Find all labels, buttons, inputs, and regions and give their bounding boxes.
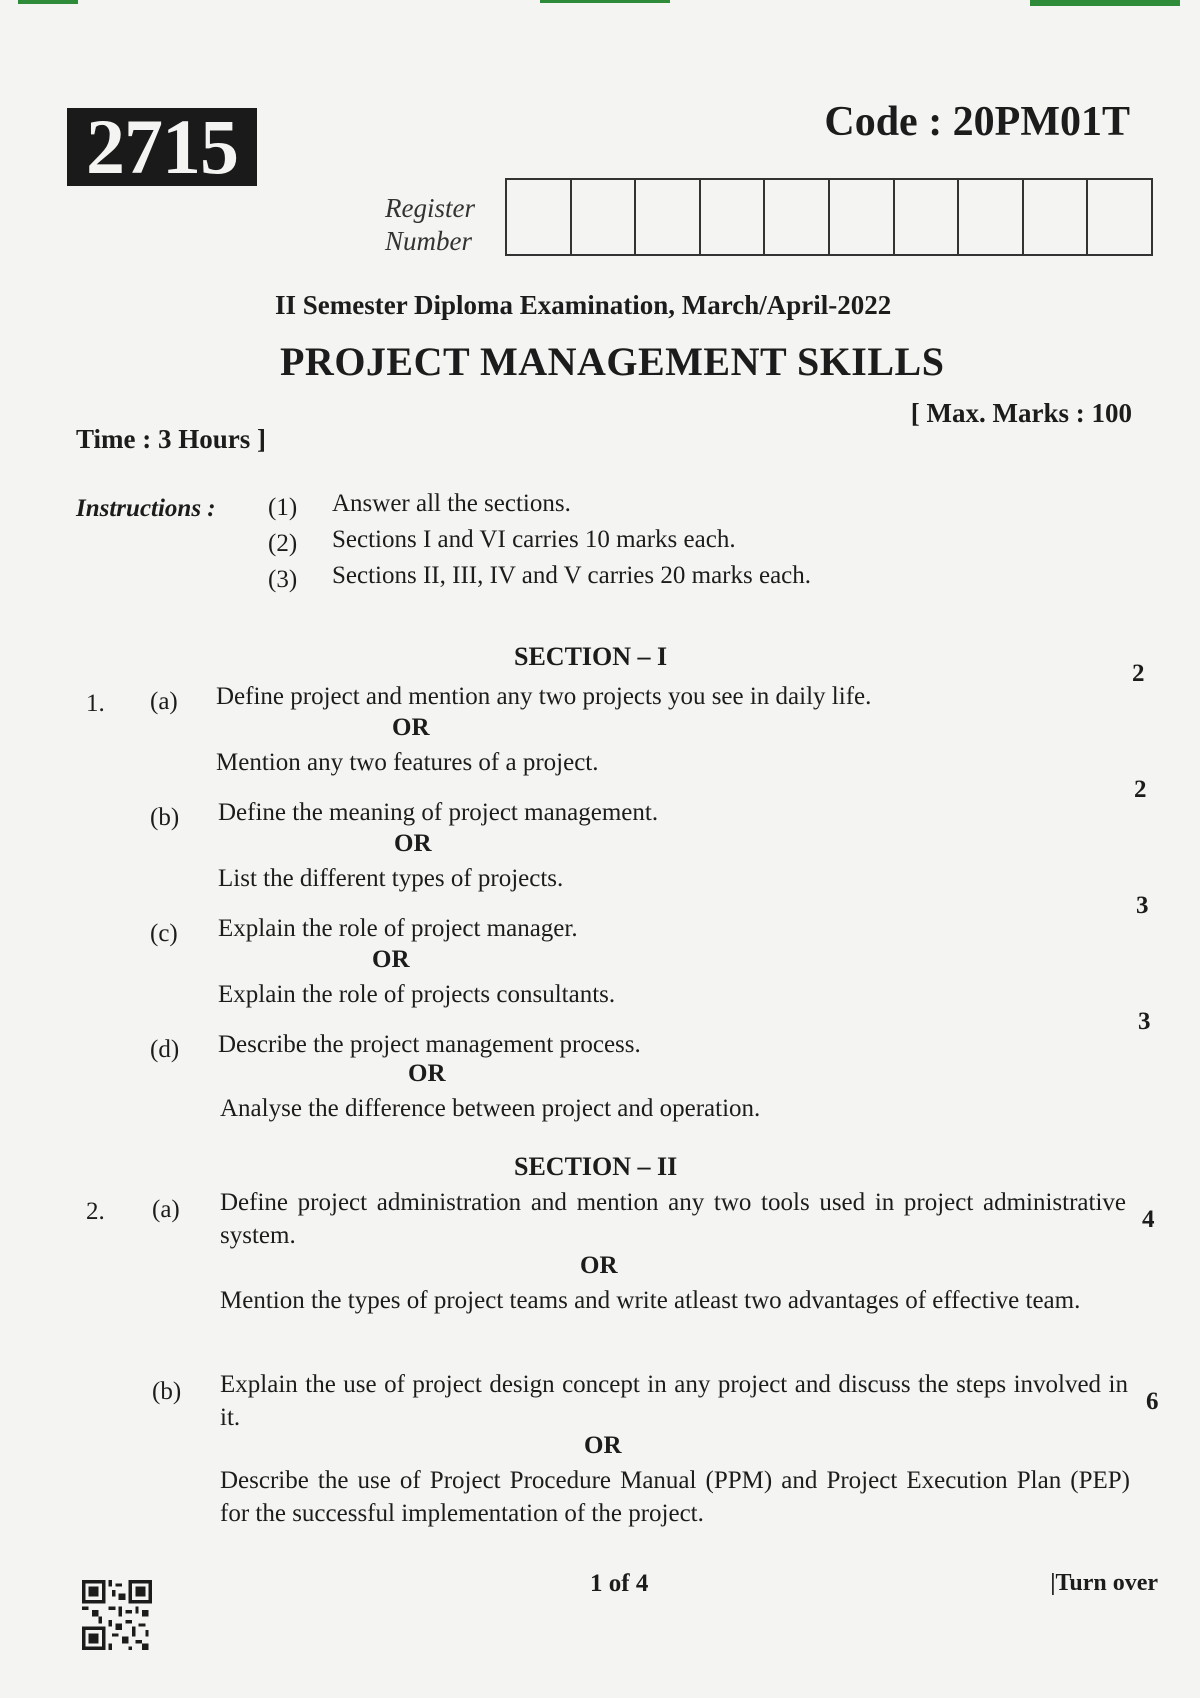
edge-mark-center (540, 0, 670, 3)
qr-code-icon (82, 1580, 152, 1650)
part-label: (a) (152, 1196, 180, 1223)
question-text: Explain the role of project manager. (218, 915, 578, 942)
part-label: (d) (150, 1036, 180, 1063)
marks: 6 (1146, 1388, 1159, 1415)
paper-code: Code : 20PM01T (824, 99, 1130, 145)
register-box[interactable] (1024, 180, 1089, 254)
or-divider: OR (580, 1252, 618, 1279)
question-text: Describe the project management process. (218, 1031, 641, 1058)
marks: 2 (1134, 776, 1147, 803)
instruction-text: Answer all the sections. (332, 490, 571, 517)
marks: 3 (1138, 1008, 1151, 1035)
register-box[interactable] (1088, 180, 1151, 254)
or-divider: OR (394, 830, 432, 857)
alternative-question-text: Explain the role of projects consultants. (218, 981, 616, 1008)
alternative-question-text: Describe the use of Project Procedure Manual (PPM) and Project Execution Plan (PEP) for the successful implementation of the project. (220, 1467, 1130, 1527)
register-label-line-1: Register (385, 193, 475, 223)
or-divider: OR (584, 1432, 622, 1459)
edge-mark-left (18, 0, 78, 4)
paper-number: 2715 (67, 108, 257, 186)
alternative-question-text: Mention any two features of a project. (216, 749, 599, 776)
section-title: SECTION – I (514, 642, 668, 671)
exam-title: II Semester Diploma Examination, March/April-2022 (275, 290, 892, 320)
part-label: (b) (150, 804, 180, 831)
part-label: (a) (150, 688, 178, 715)
part-label: (c) (150, 920, 178, 947)
instruction-number: (2) (268, 530, 298, 557)
register-number-label (385, 192, 475, 258)
question-text: Explain the use of project design concept in any project and discuss the steps involved in it. (220, 1371, 1128, 1431)
alternative-question-text: Analyse the difference between project and operation. (220, 1095, 761, 1122)
register-box[interactable] (830, 180, 895, 254)
marks: 2 (1132, 660, 1145, 687)
marks: 3 (1136, 892, 1149, 919)
section-title: SECTION – II (514, 1152, 678, 1181)
page-number: 1 of 4 (590, 1570, 649, 1597)
question-text: Define project administration and mention any two tools used in project administrative system. (220, 1189, 1126, 1249)
or-divider: OR (372, 946, 410, 973)
question-number: 1. (86, 690, 105, 717)
alternative-question-text: Mention the types of project teams and write atleast two advantages of effective team. (220, 1287, 1081, 1314)
register-box[interactable] (701, 180, 766, 254)
instruction-text: Sections I and VI carries 10 marks each. (332, 526, 736, 553)
question-text: Define project and mention any two projects you see in daily life. (216, 683, 872, 710)
or-divider: OR (392, 714, 430, 741)
max-marks: [ Max. Marks : 100 (910, 398, 1132, 428)
question-text: Define the meaning of project management. (218, 799, 659, 826)
alternative-question-text: List the different types of projects. (218, 865, 564, 892)
instructions-label: Instructions : (76, 495, 216, 522)
instruction-number: (3) (268, 566, 298, 593)
register-box[interactable] (636, 180, 701, 254)
edge-mark-right (1030, 0, 1180, 6)
register-box[interactable] (507, 180, 572, 254)
marks: 4 (1142, 1206, 1155, 1233)
turn-over-label: |Turn over (1050, 1570, 1158, 1596)
instruction-text: Sections II, III, IV and V carries 20 marks each. (332, 562, 812, 589)
instruction-number: (1) (268, 494, 298, 521)
question-number: 2. (86, 1198, 105, 1225)
register-box[interactable] (959, 180, 1024, 254)
time-allowed: Time : 3 Hours ] (76, 424, 266, 454)
part-label: (b) (152, 1378, 182, 1405)
register-number-boxes[interactable] (505, 178, 1153, 256)
register-box[interactable] (895, 180, 960, 254)
subject-title: PROJECT MANAGEMENT SKILLS (280, 339, 945, 384)
register-label-line-2: Number (385, 226, 472, 256)
or-divider: OR (408, 1060, 446, 1087)
register-box[interactable] (765, 180, 830, 254)
register-box[interactable] (572, 180, 637, 254)
